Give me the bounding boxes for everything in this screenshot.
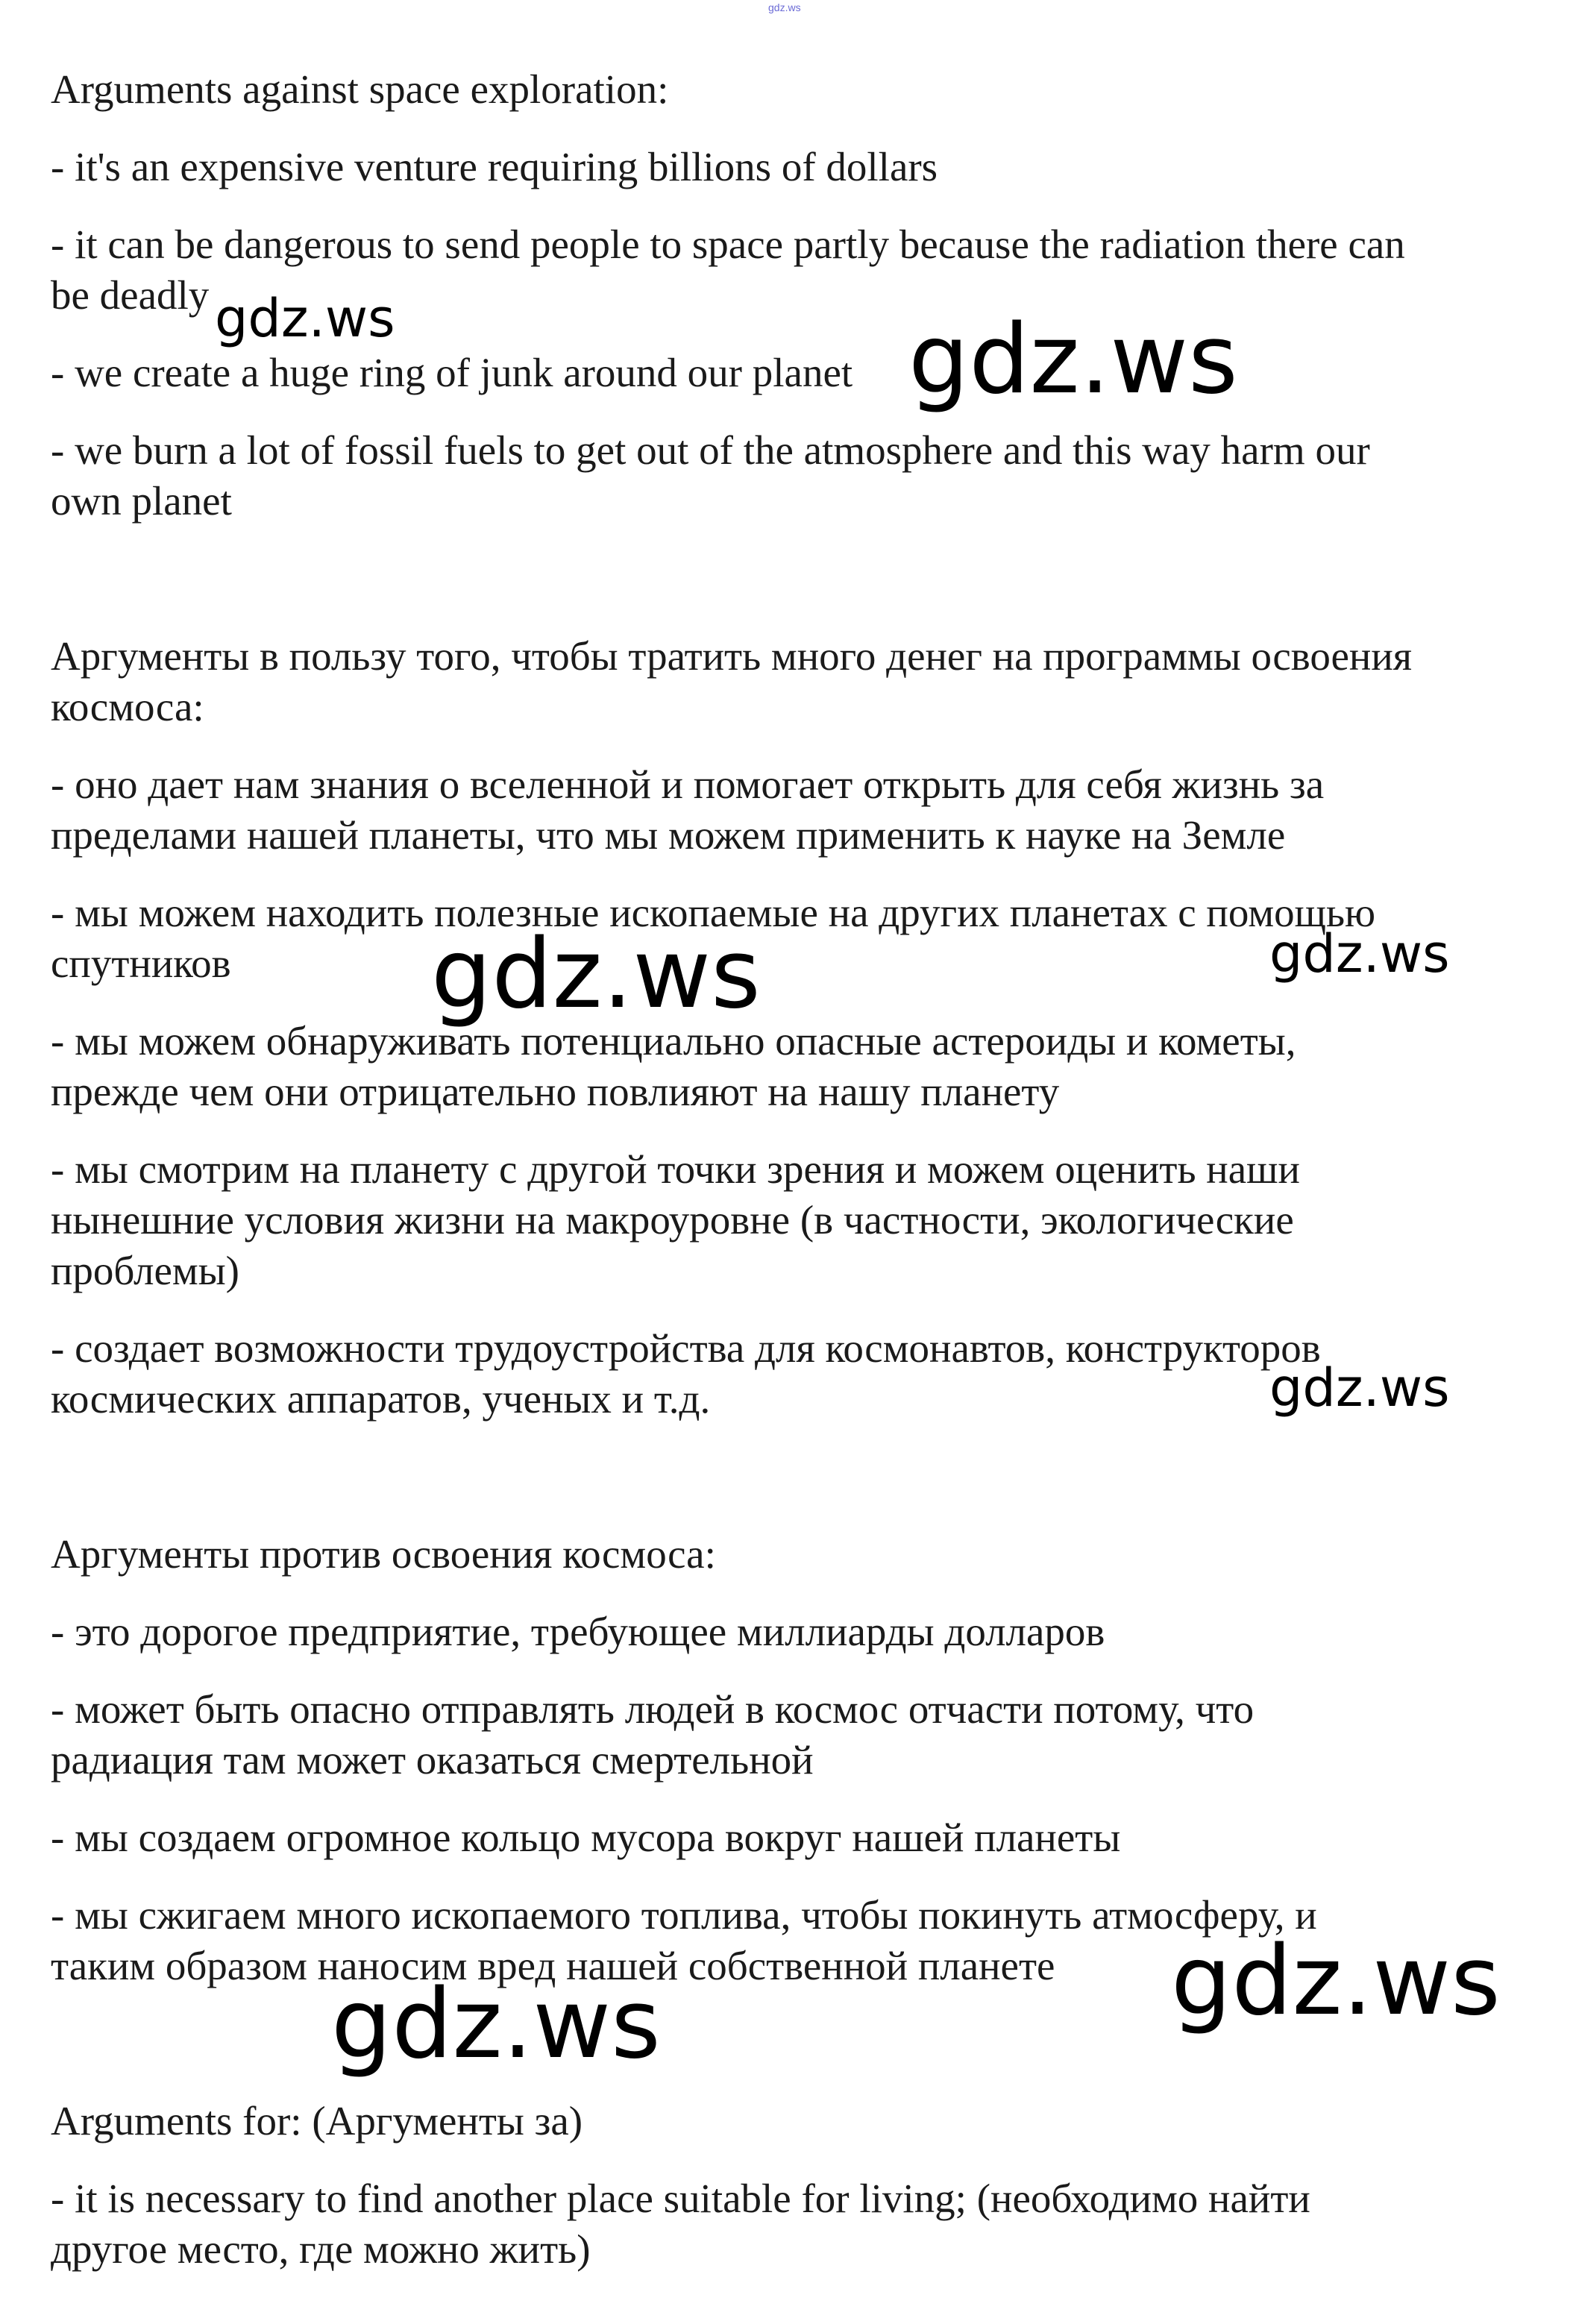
heading-against-ru: Аргументы против освоения космоса: — [51, 1531, 716, 1577]
watermark: gdz.ws — [1269, 1357, 1450, 1419]
list-item: - it's an expensive venture requiring billions of dollars — [51, 144, 938, 189]
watermark: gdz.ws — [908, 304, 1238, 415]
list-item: - мы можем обнаруживать потенциально опасные астероиды и кометы, прежде чем они отрицательно повлияют на нашу планету — [51, 1018, 1296, 1114]
list-item: - мы смотрим на планету с другой точки зрения и можем оценить наши нынешние условия жизни на макроуровне (в частности, экологические проблемы) — [51, 1146, 1300, 1293]
heading-against-en: Arguments against space exploration: — [51, 66, 669, 112]
list-item: - оно дает нам знания о вселенной и помогает открыть для себя жизнь за пределами нашей планеты, что мы можем применить к науке на Земле — [51, 761, 1325, 858]
list-item: - может быть опасно отправлять людей в космос отчасти потому, что радиация там может оказаться смертельной — [51, 1686, 1255, 1783]
list-item: - it can be dangerous to send people to space partly because the radiation there can be deadly — [51, 222, 1405, 318]
list-item: - мы создаем огромное кольцо мусора вокруг нашей планеты — [51, 1815, 1121, 1860]
header-mark: gdz.ws — [768, 1, 801, 13]
watermark: gdz.ws — [331, 1969, 661, 2080]
watermark: gdz.ws — [215, 288, 395, 349]
heading-for-ru: Аргументы в пользу того, чтобы тратить много денег на программы освоения космоса: — [51, 633, 1413, 729]
watermark: gdz.ws — [1171, 1926, 1501, 2037]
watermark: gdz.ws — [1269, 923, 1450, 984]
watermark: gdz.ws — [431, 919, 761, 1030]
list-item: - we create a huge ring of junk around our planet — [51, 350, 853, 395]
list-item: - it is necessary to find another place suitable for living; (необходимо найти другое место, где можно жить) — [51, 2176, 1310, 2272]
list-item: - мы можем находить полезные ископаемые на других планетах с помощью спутников — [51, 890, 1376, 986]
list-item: - мы сжигаем много ископаемого топлива, чтобы покинуть атмосферу, и таким образом наносим вред нашей собственной планете — [51, 1892, 1317, 1988]
list-item: - создает возможности трудоустройства для космонавтов, конструкторов космических аппаратов, ученых и т.д. — [51, 1325, 1321, 1422]
heading-for-en: Arguments for: (Аргументы за) — [51, 2098, 583, 2144]
list-item: - we burn a lot of fossil fuels to get out of the atmosphere and this way harm our own planet — [51, 427, 1370, 524]
list-item: - это дорогое предприятие, требующее миллиарды долларов — [51, 1609, 1105, 1654]
